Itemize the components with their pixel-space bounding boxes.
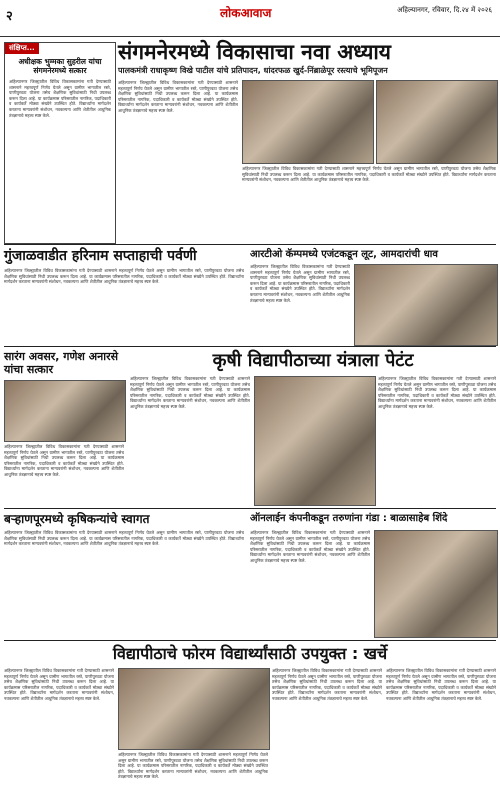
brief-title: अधीक्षक भुम्मका सुहरील यांचा संगमनेरमध्ये सत्कार <box>18 57 102 75</box>
rto-photo <box>354 264 498 346</box>
page-number: २ <box>6 9 13 24</box>
newspaper-logo: लोकआवाज <box>220 6 272 20</box>
forum-photo <box>118 668 270 750</box>
welcome-headline: बऱ्हाणपूरमध्ये कृषिकन्यांचे स्वागत <box>4 512 150 526</box>
forum-body-col2: अहिल्यानगर जिल्ह्यातील विविध विकासकामांना गती देण्यासाठी शासनाने महत्त्वपूर्ण निर्णय घेतले असून ग्रामीण भागातील रस्ते, पाणीपुरवठा योजना तसेच शैक्षणिक सुविधांसाठी निधी उपलब्ध करून दिला आहे. या कार्यक्रमास परिसरातील नागरिक, पदाधिकारी व कार्यकर्ते मोठ्या संख्येने उपस्थित होते. विद्यार्थ्यांना मार्गदर्शन करताना मान्यवरांनी संशोधन, नवकल्पना आणि शेतीतील आधुनिक तंत्रज्ञानाचे महत्त्व स्पष्ट केले. <box>118 752 268 780</box>
forum-headline: विद्यापीठाचे फोरम विद्यार्थ्यांसाठी उपयुक्त : खर्चे <box>112 644 388 663</box>
lead-headline: संगमनेरमध्ये विकासाचा नवा अध्याय <box>118 40 391 64</box>
lead-body-col2: अहिल्यानगर जिल्ह्यातील विविध विकासकामांना गती देण्यासाठी शासनाने महत्त्वपूर्ण निर्णय घेतले असून ग्रामीण भागातील रस्ते, पाणीपुरवठा योजना तसेच शैक्षणिक सुविधांसाठी निधी उपलब्ध करून दिला आहे. या कार्यक्रमास परिसरातील नागरिक, पदाधिकारी व कार्यकर्ते मोठ्या संख्येने उपस्थित होते. विद्यार्थ्यांना मार्गदर्शन करताना मान्यवरांनी संशोधन, नवकल्पना आणि शेतीतील आधुनिक तंत्रज्ञानाचे महत्त्व स्पष्ट केले. <box>242 166 496 183</box>
masthead <box>0 0 500 37</box>
fraud-body: अहिल्यानगर जिल्ह्यातील विविध विकासकामांना गती देण्यासाठी शासनाने महत्त्वपूर्ण निर्णय घेतले असून ग्रामीण भागातील रस्ते, पाणीपुरवठा योजना तसेच शैक्षणिक सुविधांसाठी निधी उपलब्ध करून दिला आहे. या कार्यक्रमास परिसरातील नागरिक, पदाधिकारी व कार्यकर्ते मोठ्या संख्येने उपस्थित होते. विद्यार्थ्यांना मार्गदर्शन करताना मान्यवरांनी संशोधन, नवकल्पना आणि शेतीतील आधुनिक तंत्रज्ञानाचे महत्त्व स्पष्ट केले. <box>250 530 370 563</box>
patent-photo <box>254 376 376 506</box>
satkar-body: अहिल्यानगर जिल्ह्यातील विविध विकासकामांना गती देण्यासाठी शासनाने महत्त्वपूर्ण निर्णय घेतले असून ग्रामीण भागातील रस्ते, पाणीपुरवठा योजना तसेच शैक्षणिक सुविधांसाठी निधी उपलब्ध करून दिला आहे. या कार्यक्रमास परिसरातील नागरिक, पदाधिकारी व कार्यकर्ते मोठ्या संख्येने उपस्थित होते. विद्यार्थ्यांना मार्गदर्शन करताना मान्यवरांनी संशोधन, नवकल्पना आणि शेतीतील आधुनिक तंत्रज्ञानाचे महत्त्व स्पष्ट केले. <box>4 444 124 477</box>
fraud-headline: ऑनलाईन कंपनीकडून तरुणांना गंडा : बाळासाहेब शिंदे <box>250 513 448 524</box>
lead-photo-2 <box>376 80 498 164</box>
divider <box>4 640 496 641</box>
lead-body-col1: अहिल्यानगर जिल्ह्यातील विविध विकासकामांना गती देण्यासाठी शासनाने महत्त्वपूर्ण निर्णय घेतले असून ग्रामीण भागातील रस्ते, पाणीपुरवठा योजना तसेच शैक्षणिक सुविधांसाठी निधी उपलब्ध करून दिला आहे. या कार्यक्रमास परिसरातील नागरिक, पदाधिकारी व कार्यकर्ते मोठ्या संख्येने उपस्थित होते. विद्यार्थ्यांना मार्गदर्शन करताना मान्यवरांनी संशोधन, नवकल्पना आणि शेतीतील आधुनिक तंत्रज्ञानाचे महत्त्व स्पष्ट केले. <box>118 80 238 113</box>
rto-body: अहिल्यानगर जिल्ह्यातील विविध विकासकामांना गती देण्यासाठी शासनाने महत्त्वपूर्ण निर्णय घेतले असून ग्रामीण भागातील रस्ते, पाणीपुरवठा योजना तसेच शैक्षणिक सुविधांसाठी निधी उपलब्ध करून दिला आहे. या कार्यक्रमास परिसरातील नागरिक, पदाधिकारी व कार्यकर्ते मोठ्या संख्येने उपस्थित होते. विद्यार्थ्यांना मार्गदर्शन करताना मान्यवरांनी संशोधन, नवकल्पना आणि शेतीतील आधुनिक तंत्रज्ञानाचे महत्त्व स्पष्ट केले. <box>250 264 350 303</box>
divider <box>4 244 496 245</box>
patent-headline: कृषी विद्यापीठाच्या यंत्राला पेटंट <box>212 350 414 371</box>
brief-body: अहिल्यानगर जिल्ह्यातील विविध विकासकामांना गती देण्यासाठी शासनाने महत्त्वपूर्ण निर्णय घेतले असून ग्रामीण भागातील रस्ते, पाणीपुरवठा योजना तसेच शैक्षणिक सुविधांसाठी निधी उपलब्ध करून दिला आहे. या कार्यक्रमास परिसरातील नागरिक, पदाधिकारी व कार्यकर्ते मोठ्या संख्येने उपस्थित होते. विद्यार्थ्यांना मार्गदर्शन करताना मान्यवरांनी संशोधन, नवकल्पना आणि शेतीतील आधुनिक तंत्रज्ञानाचे महत्त्व स्पष्ट केले. <box>9 79 111 118</box>
forum-body-col1: अहिल्यानगर जिल्ह्यातील विविध विकासकामांना गती देण्यासाठी शासनाने महत्त्वपूर्ण निर्णय घेतले असून ग्रामीण भागातील रस्ते, पाणीपुरवठा योजना तसेच शैक्षणिक सुविधांसाठी निधी उपलब्ध करून दिला आहे. या कार्यक्रमास परिसरातील नागरिक, पदाधिकारी व कार्यकर्ते मोठ्या संख्येने उपस्थित होते. विद्यार्थ्यांना मार्गदर्शन करताना मान्यवरांनी संशोधन, नवकल्पना आणि शेतीतील आधुनिक तंत्रज्ञानाचे महत्त्व स्पष्ट केले. <box>4 668 114 701</box>
harinam-headline: गुंजाळवाडीत हरिनाम सप्ताहाची पर्वणी <box>4 248 197 264</box>
edition-date: अहिल्यानगर, रविवार, दि.२४ में २०२६ <box>397 6 492 14</box>
brief-tag: संक्षिप्त... <box>5 43 39 54</box>
divider <box>4 346 496 347</box>
patent-body-col1: अहिल्यानगर जिल्ह्यातील विविध विकासकामांना गती देण्यासाठी शासनाने महत्त्वपूर्ण निर्णय घेतले असून ग्रामीण भागातील रस्ते, पाणीपुरवठा योजना तसेच शैक्षणिक सुविधांसाठी निधी उपलब्ध करून दिला आहे. या कार्यक्रमास परिसरातील नागरिक, पदाधिकारी व कार्यकर्ते मोठ्या संख्येने उपस्थित होते. विद्यार्थ्यांना मार्गदर्शन करताना मान्यवरांनी संशोधन, नवकल्पना आणि शेतीतील आधुनिक तंत्रज्ञानाचे महत्त्व स्पष्ट केले. <box>130 376 250 409</box>
welcome-body: अहिल्यानगर जिल्ह्यातील विविध विकासकामांना गती देण्यासाठी शासनाने महत्त्वपूर्ण निर्णय घेतले असून ग्रामीण भागातील रस्ते, पाणीपुरवठा योजना तसेच शैक्षणिक सुविधांसाठी निधी उपलब्ध करून दिला आहे. या कार्यक्रमास परिसरातील नागरिक, पदाधिकारी व कार्यकर्ते मोठ्या संख्येने उपस्थित होते. विद्यार्थ्यांना मार्गदर्शन करताना मान्यवरांनी संशोधन, नवकल्पना आणि शेतीतील आधुनिक तंत्रज्ञानाचे महत्त्व स्पष्ट केले. <box>4 530 244 547</box>
satkar-photo <box>4 380 126 442</box>
lead-photo-1 <box>242 80 374 164</box>
forum-body-col4: अहिल्यानगर जिल्ह्यातील विविध विकासकामांना गती देण्यासाठी शासनाने महत्त्वपूर्ण निर्णय घेतले असून ग्रामीण भागातील रस्ते, पाणीपुरवठा योजना तसेच शैक्षणिक सुविधांसाठी निधी उपलब्ध करून दिला आहे. या कार्यक्रमास परिसरातील नागरिक, पदाधिकारी व कार्यकर्ते मोठ्या संख्येने उपस्थित होते. विद्यार्थ्यांना मार्गदर्शन करताना मान्यवरांनी संशोधन, नवकल्पना आणि शेतीतील आधुनिक तंत्रज्ञानाचे महत्त्व स्पष्ट केले. <box>386 668 496 701</box>
sidebar-brief <box>4 42 116 244</box>
lead-subhead: पालकमंत्री राधाकृष्ण विखे पाटील यांचे प्रतिपादन, धांदरफळ खुर्द-निंब्राळेपूर रस्त्याचे भूमिपूजन <box>118 66 388 75</box>
patent-body-col2: अहिल्यानगर जिल्ह्यातील विविध विकासकामांना गती देण्यासाठी शासनाने महत्त्वपूर्ण निर्णय घेतले असून ग्रामीण भागातील रस्ते, पाणीपुरवठा योजना तसेच शैक्षणिक सुविधांसाठी निधी उपलब्ध करून दिला आहे. या कार्यक्रमास परिसरातील नागरिक, पदाधिकारी व कार्यकर्ते मोठ्या संख्येने उपस्थित होते. विद्यार्थ्यांना मार्गदर्शन करताना मान्यवरांनी संशोधन, नवकल्पना आणि शेतीतील आधुनिक तंत्रज्ञानाचे महत्त्व स्पष्ट केले. <box>378 376 496 409</box>
fraud-photo <box>374 530 498 638</box>
rto-headline: आरटीओ कॅम्पमध्ये एजंटकडून लूट, आमदारांची धाव <box>250 249 438 260</box>
forum-body-col3: अहिल्यानगर जिल्ह्यातील विविध विकासकामांना गती देण्यासाठी शासनाने महत्त्वपूर्ण निर्णय घेतले असून ग्रामीण भागातील रस्ते, पाणीपुरवठा योजना तसेच शैक्षणिक सुविधांसाठी निधी उपलब्ध करून दिला आहे. या कार्यक्रमास परिसरातील नागरिक, पदाधिकारी व कार्यकर्ते मोठ्या संख्येने उपस्थित होते. विद्यार्थ्यांना मार्गदर्शन करताना मान्यवरांनी संशोधन, नवकल्पना आणि शेतीतील आधुनिक तंत्रज्ञानाचे महत्त्व स्पष्ट केले. <box>272 668 382 701</box>
divider <box>4 508 496 509</box>
harinam-body: अहिल्यानगर जिल्ह्यातील विविध विकासकामांना गती देण्यासाठी शासनाने महत्त्वपूर्ण निर्णय घेतले असून ग्रामीण भागातील रस्ते, पाणीपुरवठा योजना तसेच शैक्षणिक सुविधांसाठी निधी उपलब्ध करून दिला आहे. या कार्यक्रमास परिसरातील नागरिक, पदाधिकारी व कार्यकर्ते मोठ्या संख्येने उपस्थित होते. विद्यार्थ्यांना मार्गदर्शन करताना मान्यवरांनी संशोधन, नवकल्पना आणि शेतीतील आधुनिक तंत्रज्ञानाचे महत्त्व स्पष्ट केले. <box>4 268 244 285</box>
satkar-headline: सारंग अवसर, गणेश अनारसे यांचा सत्कार <box>4 350 119 376</box>
